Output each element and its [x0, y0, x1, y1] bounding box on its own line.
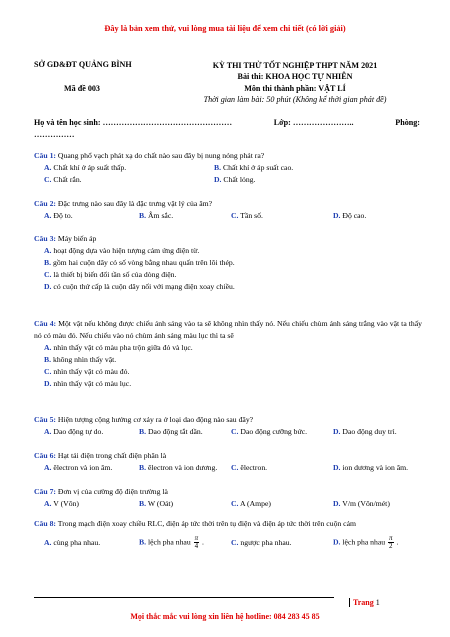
option-c: C. nhìn thấy vật có màu đỏ.: [44, 367, 130, 376]
option-b: B. Chất khí ở áp suất cao.: [214, 163, 294, 172]
option-a: A. Chất khí ở áp suất thấp.: [44, 163, 127, 172]
page-number: Trang 1: [349, 598, 380, 607]
fraction-pi-over-2: $\frac{\pi}{2}$: [389, 534, 393, 550]
option-b: B. êlectron và ion dương.: [139, 463, 218, 472]
exam-title: KỲ THI THỬ TỐT NGHIỆP THPT NĂM 2021: [212, 61, 378, 70]
option-a: A. Dao động tự do.: [44, 427, 104, 436]
hotline-footer: Mọi thắc mắc vui lòng xin liên hệ hotline: 084 283 45 85: [130, 612, 320, 621]
option-c: C. êlectron.: [231, 463, 268, 472]
question-4: Câu 4: Một vật nếu không được chiếu ánh sáng vào ta sẽ không nhìn thấy nó. Nếu chiếu chùm ánh sáng trắng vào vật ta thấy nó có màu đỏ. Nếu chiếu vào nó chùm ánh sáng màu lục thì ta sẽ A. nhìn thấy vật có màu pha trộn giữa đỏ và lục. B. không nhìn thấy vật. C. nhìn thấy vật có màu đỏ. D. nhìn thấy vật có màu lục.: [34, 319, 422, 388]
option-b: B. lệch pha nhau $\frac{\pi}{4}$ .: [139, 534, 204, 550]
question-5: Câu 5: Hiện tượng cộng hưởng cơ xảy ra ở loại dao động nào sau đây? A. Dao động tự do. B. Dao động tắt dần. C. Dao động cưỡng bức. D. Dao động duy trì.: [34, 414, 422, 438]
option-d: D. lệch pha nhau $\frac{\pi}{2}$ .: [333, 534, 399, 550]
option-d: D. nhìn thấy vật có màu lục.: [44, 379, 132, 388]
exam-subject: Bài thi: KHOA HỌC TỰ NHIÊN: [237, 72, 353, 82]
option-c: C. Tần số.: [231, 211, 263, 220]
question-1: [34, 150, 422, 186]
exam-code: Mã đề 003: [64, 84, 100, 93]
option-a: A. Độ to.: [44, 211, 73, 220]
question-label: Câu 1:: [34, 151, 56, 160]
student-info: [34, 117, 420, 140]
exam-header: [170, 60, 420, 105]
fraction-pi-over-4: $\frac{\pi}{4}$: [194, 534, 199, 550]
exam-time: Thời gian làm bài: 50 phút (Không kể thời gian phát đề): [203, 94, 387, 104]
question-6: Câu 6: Hạt tải điện trong chất điện phân là A. êlectron và ion âm. B. êlectron và ion dương. C. êlectron. D. ion dương và ion âm.: [34, 450, 422, 474]
option-b: B. Dao động tắt dần.: [139, 427, 203, 436]
question-7: Câu 7: Đơn vị của cường độ điện trường là A. V (Vôn) B. W (Oát) C. A (Ampe) D. V/m (Vôn/mét): [34, 486, 422, 510]
option-a: A. nhìn thấy vật có màu pha trộn giữa đỏ và lục.: [44, 343, 193, 352]
footer-rule: [34, 597, 334, 598]
option-c: C. A (Ampe): [231, 499, 271, 508]
option-b: B. gồm hai cuộn dây có số vòng bằng nhau quấn trên lõi thép.: [44, 258, 235, 267]
room-dots: ……………: [34, 129, 75, 139]
option-d: D. ion dương và ion âm.: [333, 463, 409, 472]
option-a: A. êlectron và ion âm.: [44, 463, 113, 472]
exam-component: Môn thi thành phần: VẬT LÍ: [244, 83, 346, 93]
option-a: A. cùng pha nhau.: [44, 537, 101, 547]
department-name: SỞ GD&ĐT QUẢNG BÌNH: [34, 60, 132, 69]
option-b: B. Âm sắc.: [139, 211, 174, 220]
option-c: C. ngược pha nhau.: [231, 537, 292, 547]
option-c: C. Chất rắn.: [44, 175, 82, 184]
option-d: D. Độ cao.: [333, 211, 367, 220]
option-d: D. Dao động duy trì.: [333, 427, 397, 436]
preview-banner: Đây là bản xem thử, vui lòng mua tài liệu để xem chi tiết (có lời giải): [104, 24, 346, 33]
option-d: D. V/m (Vôn/mét): [333, 499, 390, 508]
class-label: Lớp: …………………..: [273, 118, 354, 127]
option-a: A. V (Vôn): [44, 499, 79, 508]
room-label: Phòng:: [395, 118, 420, 127]
option-a: A. hoạt động dựa vào hiện tượng cảm ứng điện từ.: [44, 246, 200, 255]
option-c: C. là thiết bị biến đổi tần số của dòng điện.: [44, 270, 177, 279]
question-3: Câu 3: Máy biến áp A. hoạt động dựa vào hiện tượng cảm ứng điện từ. B. gồm hai cuộn dây có số vòng bằng nhau quấn trên lõi thép. C. là thiết bị biến đổi tần số của dòng điện. D. có cuộn thứ cấp là cuộn dây nối với mạng điện xoay chiều.: [34, 233, 422, 293]
student-name-label: Họ và tên học sinh: …………………………………………: [34, 118, 233, 127]
option-c: C. Dao động cưỡng bức.: [231, 427, 308, 436]
option-d: D. Chất lỏng.: [214, 175, 256, 184]
option-b: B. không nhìn thấy vật.: [44, 355, 117, 364]
question-2: Câu 2: Đặc trưng nào sau đây là đặc trưng vật lý của âm? A. Độ to. B. Âm sắc. C. Tần số. D. Độ cao.: [34, 198, 422, 222]
question-8: Câu 8: Trong mạch điện xoay chiều RLC, điện áp tức thời trên tụ điện và điện áp tức thời trên cuộn cảm A. cùng pha nhau. B. lệch pha nhau $\frac{\pi}{4}$ . C. ngược pha nhau. D. lệch pha nhau $\frac{\pi}{2}$ .: [34, 518, 422, 550]
option-d: D. có cuộn thứ cấp là cuộn dây nối với mạng điện xoay chiều.: [44, 282, 235, 291]
question-text: Quang phổ vạch phát xạ do chất nào sau đây bị nung nóng phát ra?: [56, 151, 265, 160]
option-b: B. W (Oát): [139, 499, 174, 508]
